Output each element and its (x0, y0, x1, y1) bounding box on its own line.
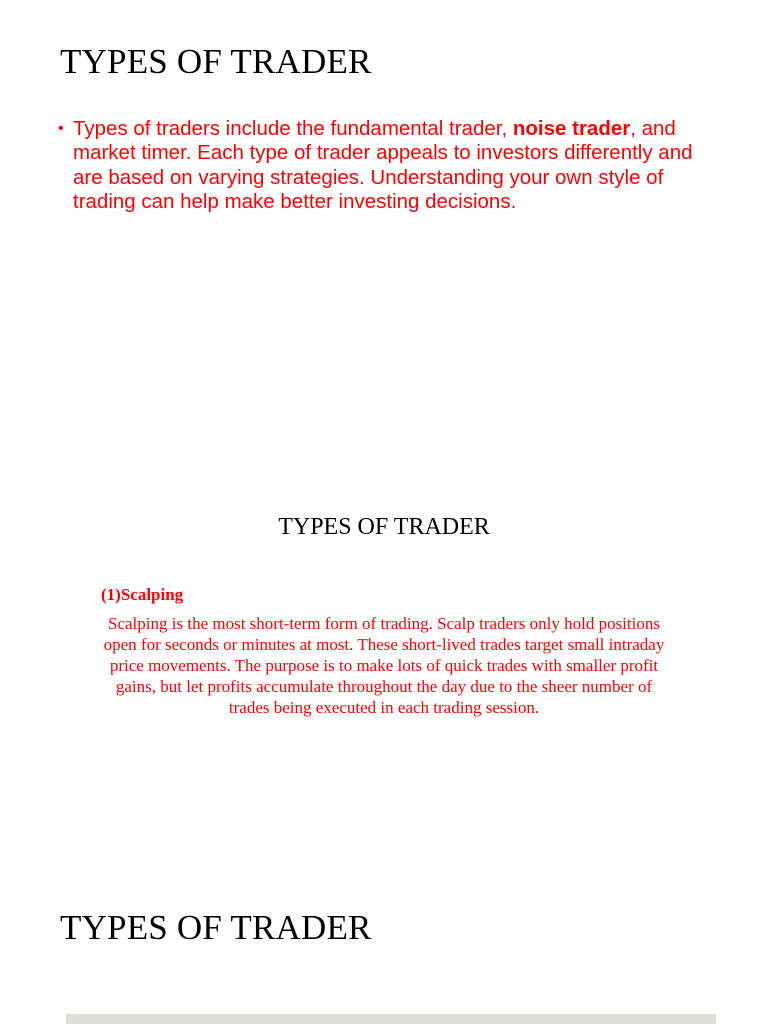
bullet-item (58, 117, 718, 215)
scalping-paragraph: Scalping is the most short-term form of trading. Scalp traders only hold positions open for seconds or minutes at most. These short-lived trades target small intraday price movements. The purpose is to make lots of quick trades with smaller profit gains, but let profits accumulate throughout the day due to the sheer number of trades being executed in each trading session. (103, 614, 665, 717)
bullet-text-end: , and market timer. Each type of trader appeals to investors differently and are based on varying strategies. Understanding your own style of trading can help make better investing decisions. (73, 117, 693, 214)
slide-2 (0, 490, 768, 790)
scalping-heading: (1)Scalping (101, 585, 184, 604)
next-slide-edge (66, 1014, 716, 1024)
bullet-icon: • (58, 120, 64, 137)
bullet-text-bold: noise trader (512, 117, 631, 140)
bullet-text (73, 117, 718, 215)
slide-1-title: TYPES OF TRADER (60, 42, 372, 81)
slide-2-title: TYPES OF TRADER (278, 514, 490, 540)
bullet-text-start: Types of traders include the fundamental trader, (73, 117, 513, 140)
slide-3-title: TYPES OF TRADER (60, 908, 372, 947)
slide-1 (0, 0, 768, 300)
slide-3 (0, 880, 768, 1024)
